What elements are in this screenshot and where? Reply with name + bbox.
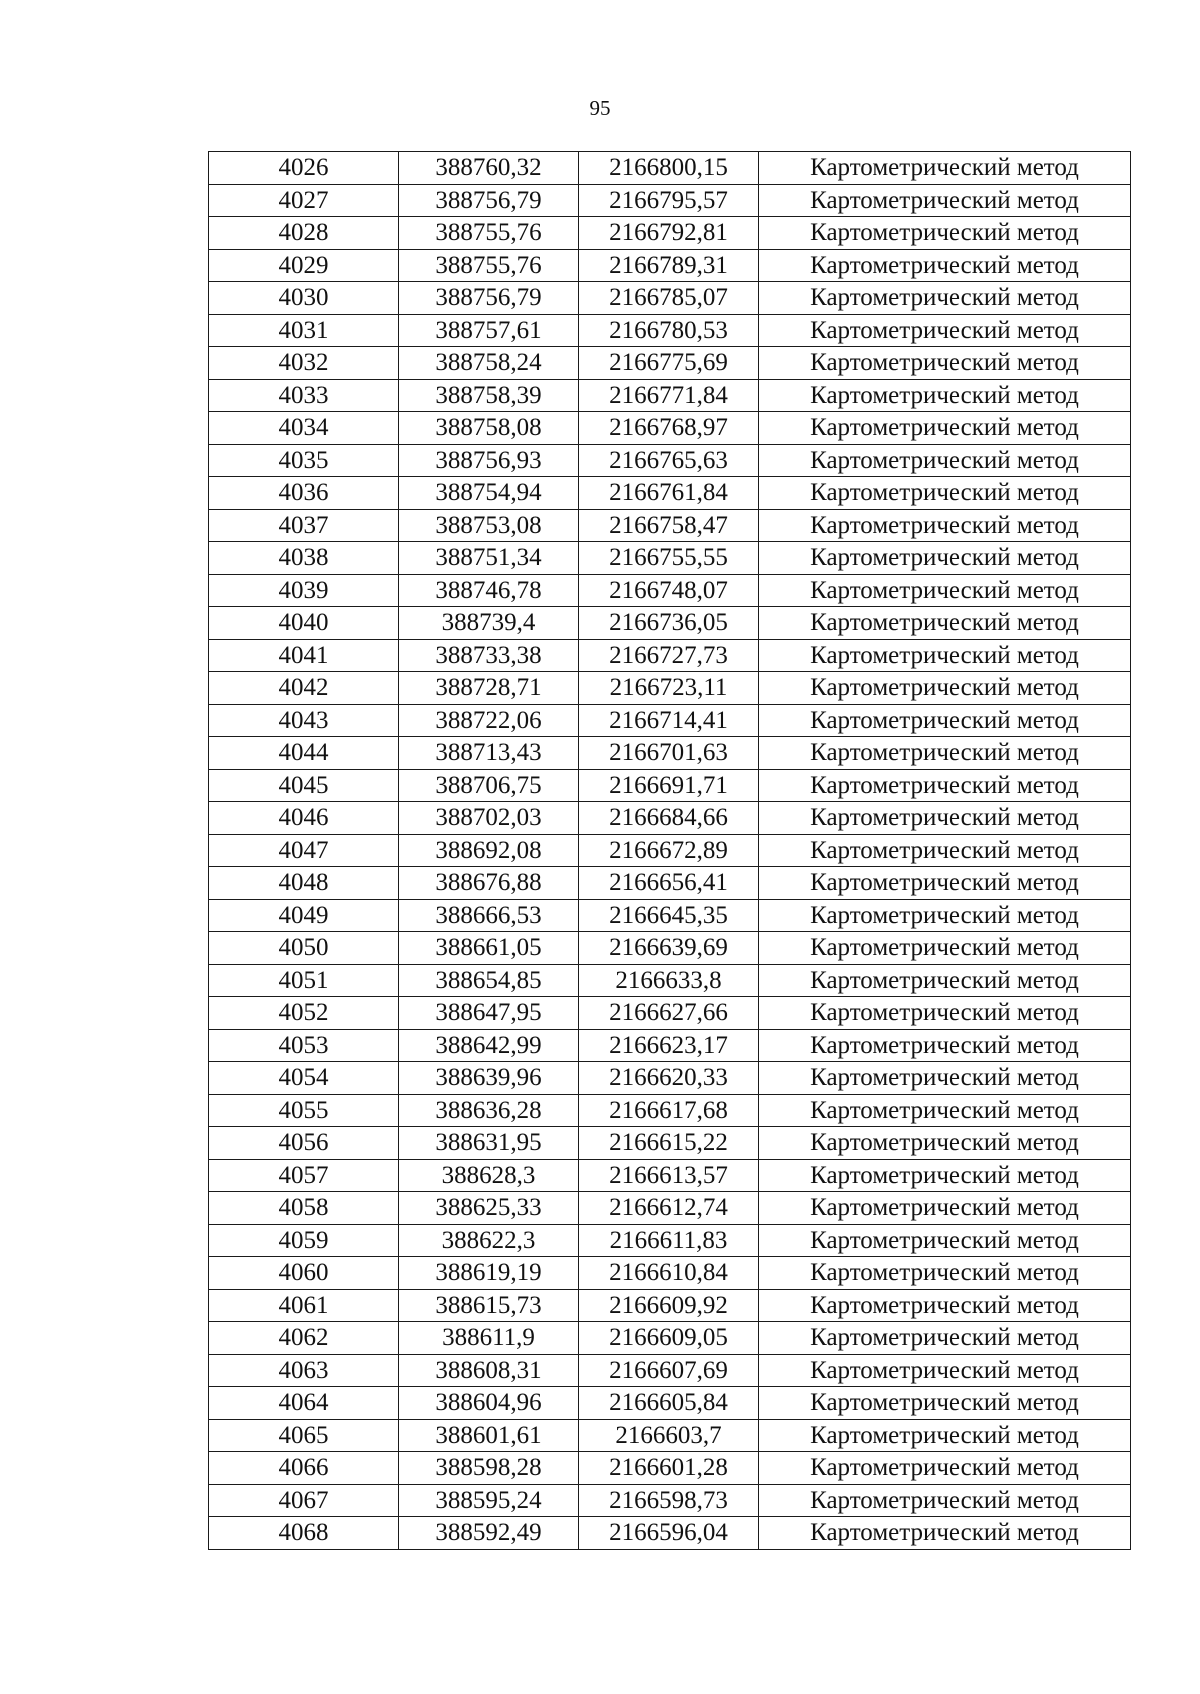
- method-cell: Картометрический метод: [759, 607, 1131, 640]
- point-number-cell: 4056: [209, 1127, 399, 1160]
- table-row: [209, 444, 1131, 477]
- method-cell: Картометрический метод: [759, 412, 1131, 445]
- x-coordinate-cell: 388592,49: [399, 1517, 579, 1550]
- x-coordinate-cell: 388757,61: [399, 314, 579, 347]
- point-number-cell: 4037: [209, 509, 399, 542]
- table-row: [209, 412, 1131, 445]
- y-coordinate-cell: 2166792,81: [579, 217, 759, 250]
- x-coordinate-cell: 388615,73: [399, 1289, 579, 1322]
- y-coordinate-cell: 2166601,28: [579, 1452, 759, 1485]
- table-row: [209, 282, 1131, 315]
- method-cell: Картометрический метод: [759, 932, 1131, 965]
- x-coordinate-cell: 388756,79: [399, 184, 579, 217]
- method-cell: Картометрический метод: [759, 1192, 1131, 1225]
- table-row: [209, 152, 1131, 185]
- y-coordinate-cell: 2166761,84: [579, 477, 759, 510]
- y-coordinate-cell: 2166609,05: [579, 1322, 759, 1355]
- point-number-cell: 4041: [209, 639, 399, 672]
- point-number-cell: 4046: [209, 802, 399, 835]
- x-coordinate-cell: 388625,33: [399, 1192, 579, 1225]
- x-coordinate-cell: 388756,93: [399, 444, 579, 477]
- x-coordinate-cell: 388751,34: [399, 542, 579, 575]
- y-coordinate-cell: 2166627,66: [579, 997, 759, 1030]
- y-coordinate-cell: 2166800,15: [579, 152, 759, 185]
- point-number-cell: 4068: [209, 1517, 399, 1550]
- y-coordinate-cell: 2166610,84: [579, 1257, 759, 1290]
- method-cell: Картометрический метод: [759, 444, 1131, 477]
- point-number-cell: 4048: [209, 867, 399, 900]
- method-cell: Картометрический метод: [759, 672, 1131, 705]
- x-coordinate-cell: 388631,95: [399, 1127, 579, 1160]
- y-coordinate-cell: 2166771,84: [579, 379, 759, 412]
- x-coordinate-cell: 388739,4: [399, 607, 579, 640]
- page-number: 95: [589, 96, 611, 120]
- y-coordinate-cell: 2166789,31: [579, 249, 759, 282]
- y-coordinate-cell: 2166611,83: [579, 1224, 759, 1257]
- x-coordinate-cell: 388676,88: [399, 867, 579, 900]
- y-coordinate-cell: 2166727,73: [579, 639, 759, 672]
- y-coordinate-cell: 2166656,41: [579, 867, 759, 900]
- table-row: [209, 899, 1131, 932]
- point-number-cell: 4061: [209, 1289, 399, 1322]
- method-cell: Картометрический метод: [759, 704, 1131, 737]
- method-cell: Картометрический метод: [759, 217, 1131, 250]
- table-row: [209, 964, 1131, 997]
- point-number-cell: 4065: [209, 1419, 399, 1452]
- x-coordinate-cell: 388756,79: [399, 282, 579, 315]
- point-number-cell: 4057: [209, 1159, 399, 1192]
- y-coordinate-cell: 2166623,17: [579, 1029, 759, 1062]
- point-number-cell: 4047: [209, 834, 399, 867]
- table-row: [209, 1517, 1131, 1550]
- table-row: [209, 217, 1131, 250]
- x-coordinate-cell: 388628,3: [399, 1159, 579, 1192]
- x-coordinate-cell: 388728,71: [399, 672, 579, 705]
- y-coordinate-cell: 2166672,89: [579, 834, 759, 867]
- y-coordinate-cell: 2166612,74: [579, 1192, 759, 1225]
- table-row: [209, 834, 1131, 867]
- y-coordinate-cell: 2166639,69: [579, 932, 759, 965]
- y-coordinate-cell: 2166607,69: [579, 1354, 759, 1387]
- point-number-cell: 4053: [209, 1029, 399, 1062]
- x-coordinate-cell: 388642,99: [399, 1029, 579, 1062]
- table-row: [209, 1484, 1131, 1517]
- table-row: [209, 997, 1131, 1030]
- method-cell: Картометрический метод: [759, 1322, 1131, 1355]
- x-coordinate-cell: 388755,76: [399, 249, 579, 282]
- x-coordinate-cell: 388713,43: [399, 737, 579, 770]
- table-row: [209, 1289, 1131, 1322]
- x-coordinate-cell: 388702,03: [399, 802, 579, 835]
- point-number-cell: 4066: [209, 1452, 399, 1485]
- method-cell: Картометрический метод: [759, 639, 1131, 672]
- method-cell: Картометрический метод: [759, 1224, 1131, 1257]
- table-row: [209, 1159, 1131, 1192]
- method-cell: Картометрический метод: [759, 249, 1131, 282]
- coordinates-table-body: [209, 152, 1131, 1550]
- method-cell: Картометрический метод: [759, 1159, 1131, 1192]
- y-coordinate-cell: 2166714,41: [579, 704, 759, 737]
- x-coordinate-cell: 388604,96: [399, 1387, 579, 1420]
- method-cell: Картометрический метод: [759, 899, 1131, 932]
- method-cell: Картометрический метод: [759, 1127, 1131, 1160]
- method-cell: Картометрический метод: [759, 574, 1131, 607]
- y-coordinate-cell: 2166645,35: [579, 899, 759, 932]
- point-number-cell: 4029: [209, 249, 399, 282]
- point-number-cell: 4051: [209, 964, 399, 997]
- table-row: [209, 1062, 1131, 1095]
- table-row: [209, 769, 1131, 802]
- y-coordinate-cell: 2166795,57: [579, 184, 759, 217]
- y-coordinate-cell: 2166780,53: [579, 314, 759, 347]
- x-coordinate-cell: 388654,85: [399, 964, 579, 997]
- point-number-cell: 4059: [209, 1224, 399, 1257]
- point-number-cell: 4040: [209, 607, 399, 640]
- table-row: [209, 184, 1131, 217]
- table-row: [209, 314, 1131, 347]
- point-number-cell: 4063: [209, 1354, 399, 1387]
- x-coordinate-cell: 388755,76: [399, 217, 579, 250]
- point-number-cell: 4058: [209, 1192, 399, 1225]
- y-coordinate-cell: 2166617,68: [579, 1094, 759, 1127]
- x-coordinate-cell: 388758,39: [399, 379, 579, 412]
- y-coordinate-cell: 2166785,07: [579, 282, 759, 315]
- x-coordinate-cell: 388758,24: [399, 347, 579, 380]
- table-row: [209, 542, 1131, 575]
- point-number-cell: 4062: [209, 1322, 399, 1355]
- method-cell: Картометрический метод: [759, 1257, 1131, 1290]
- y-coordinate-cell: 2166615,22: [579, 1127, 759, 1160]
- x-coordinate-cell: 388692,08: [399, 834, 579, 867]
- y-coordinate-cell: 2166605,84: [579, 1387, 759, 1420]
- y-coordinate-cell: 2166598,73: [579, 1484, 759, 1517]
- table-row: [209, 1452, 1131, 1485]
- x-coordinate-cell: 388611,9: [399, 1322, 579, 1355]
- method-cell: Картометрический метод: [759, 737, 1131, 770]
- point-number-cell: 4030: [209, 282, 399, 315]
- table-row: [209, 867, 1131, 900]
- y-coordinate-cell: 2166736,05: [579, 607, 759, 640]
- point-number-cell: 4055: [209, 1094, 399, 1127]
- x-coordinate-cell: 388760,32: [399, 152, 579, 185]
- y-coordinate-cell: 2166723,11: [579, 672, 759, 705]
- x-coordinate-cell: 388647,95: [399, 997, 579, 1030]
- point-number-cell: 4036: [209, 477, 399, 510]
- table-row: [209, 639, 1131, 672]
- x-coordinate-cell: 388622,3: [399, 1224, 579, 1257]
- table-row: [209, 607, 1131, 640]
- table-row: [209, 1192, 1131, 1225]
- point-number-cell: 4067: [209, 1484, 399, 1517]
- point-number-cell: 4044: [209, 737, 399, 770]
- table-row: [209, 802, 1131, 835]
- point-number-cell: 4064: [209, 1387, 399, 1420]
- y-coordinate-cell: 2166603,7: [579, 1419, 759, 1452]
- y-coordinate-cell: 2166775,69: [579, 347, 759, 380]
- y-coordinate-cell: 2166765,63: [579, 444, 759, 477]
- y-coordinate-cell: 2166701,63: [579, 737, 759, 770]
- method-cell: Картометрический метод: [759, 542, 1131, 575]
- method-cell: Картометрический метод: [759, 997, 1131, 1030]
- y-coordinate-cell: 2166620,33: [579, 1062, 759, 1095]
- point-number-cell: 4052: [209, 997, 399, 1030]
- point-number-cell: 4028: [209, 217, 399, 250]
- table-row: [209, 1257, 1131, 1290]
- y-coordinate-cell: 2166613,57: [579, 1159, 759, 1192]
- method-cell: Картометрический метод: [759, 1484, 1131, 1517]
- method-cell: Картометрический метод: [759, 1094, 1131, 1127]
- point-number-cell: 4042: [209, 672, 399, 705]
- table-row: [209, 379, 1131, 412]
- point-number-cell: 4060: [209, 1257, 399, 1290]
- method-cell: Картометрический метод: [759, 1517, 1131, 1550]
- y-coordinate-cell: 2166691,71: [579, 769, 759, 802]
- point-number-cell: 4045: [209, 769, 399, 802]
- x-coordinate-cell: 388598,28: [399, 1452, 579, 1485]
- table-row: [209, 737, 1131, 770]
- method-cell: Картометрический метод: [759, 964, 1131, 997]
- y-coordinate-cell: 2166755,55: [579, 542, 759, 575]
- table-row: [209, 1127, 1131, 1160]
- point-number-cell: 4038: [209, 542, 399, 575]
- y-coordinate-cell: 2166596,04: [579, 1517, 759, 1550]
- table-row: [209, 1322, 1131, 1355]
- method-cell: Картометрический метод: [759, 477, 1131, 510]
- x-coordinate-cell: 388733,38: [399, 639, 579, 672]
- table-row: [209, 1029, 1131, 1062]
- x-coordinate-cell: 388722,06: [399, 704, 579, 737]
- point-number-cell: 4033: [209, 379, 399, 412]
- point-number-cell: 4043: [209, 704, 399, 737]
- table-row: [209, 1419, 1131, 1452]
- table-row: [209, 1224, 1131, 1257]
- y-coordinate-cell: 2166748,07: [579, 574, 759, 607]
- y-coordinate-cell: 2166768,97: [579, 412, 759, 445]
- x-coordinate-cell: 388754,94: [399, 477, 579, 510]
- x-coordinate-cell: 388758,08: [399, 412, 579, 445]
- table-row: [209, 704, 1131, 737]
- x-coordinate-cell: 388619,19: [399, 1257, 579, 1290]
- x-coordinate-cell: 388753,08: [399, 509, 579, 542]
- table-row: [209, 1387, 1131, 1420]
- point-number-cell: 4039: [209, 574, 399, 607]
- method-cell: Картометрический метод: [759, 769, 1131, 802]
- method-cell: Картометрический метод: [759, 1387, 1131, 1420]
- point-number-cell: 4032: [209, 347, 399, 380]
- method-cell: Картометрический метод: [759, 1289, 1131, 1322]
- method-cell: Картометрический метод: [759, 1029, 1131, 1062]
- table-row: [209, 932, 1131, 965]
- coordinates-table: [208, 151, 1131, 1550]
- x-coordinate-cell: 388639,96: [399, 1062, 579, 1095]
- method-cell: Картометрический метод: [759, 1452, 1131, 1485]
- point-number-cell: 4027: [209, 184, 399, 217]
- x-coordinate-cell: 388595,24: [399, 1484, 579, 1517]
- point-number-cell: 4049: [209, 899, 399, 932]
- table-row: [209, 1094, 1131, 1127]
- method-cell: Картометрический метод: [759, 314, 1131, 347]
- point-number-cell: 4034: [209, 412, 399, 445]
- y-coordinate-cell: 2166633,8: [579, 964, 759, 997]
- method-cell: Картометрический метод: [759, 834, 1131, 867]
- point-number-cell: 4035: [209, 444, 399, 477]
- method-cell: Картометрический метод: [759, 1354, 1131, 1387]
- method-cell: Картометрический метод: [759, 867, 1131, 900]
- x-coordinate-cell: 388661,05: [399, 932, 579, 965]
- table-row: [209, 249, 1131, 282]
- method-cell: Картометрический метод: [759, 509, 1131, 542]
- x-coordinate-cell: 388746,78: [399, 574, 579, 607]
- method-cell: Картометрический метод: [759, 379, 1131, 412]
- y-coordinate-cell: 2166609,92: [579, 1289, 759, 1322]
- table-row: [209, 1354, 1131, 1387]
- point-number-cell: 4026: [209, 152, 399, 185]
- table-row: [209, 509, 1131, 542]
- y-coordinate-cell: 2166684,66: [579, 802, 759, 835]
- x-coordinate-cell: 388706,75: [399, 769, 579, 802]
- x-coordinate-cell: 388608,31: [399, 1354, 579, 1387]
- table-row: [209, 347, 1131, 380]
- method-cell: Картометрический метод: [759, 282, 1131, 315]
- point-number-cell: 4031: [209, 314, 399, 347]
- method-cell: Картометрический метод: [759, 184, 1131, 217]
- x-coordinate-cell: 388636,28: [399, 1094, 579, 1127]
- x-coordinate-cell: 388601,61: [399, 1419, 579, 1452]
- x-coordinate-cell: 388666,53: [399, 899, 579, 932]
- table-row: [209, 477, 1131, 510]
- point-number-cell: 4050: [209, 932, 399, 965]
- method-cell: Картометрический метод: [759, 347, 1131, 380]
- table-row: [209, 672, 1131, 705]
- method-cell: Картометрический метод: [759, 802, 1131, 835]
- method-cell: Картометрический метод: [759, 152, 1131, 185]
- method-cell: Картометрический метод: [759, 1062, 1131, 1095]
- y-coordinate-cell: 2166758,47: [579, 509, 759, 542]
- point-number-cell: 4054: [209, 1062, 399, 1095]
- table-row: [209, 574, 1131, 607]
- method-cell: Картометрический метод: [759, 1419, 1131, 1452]
